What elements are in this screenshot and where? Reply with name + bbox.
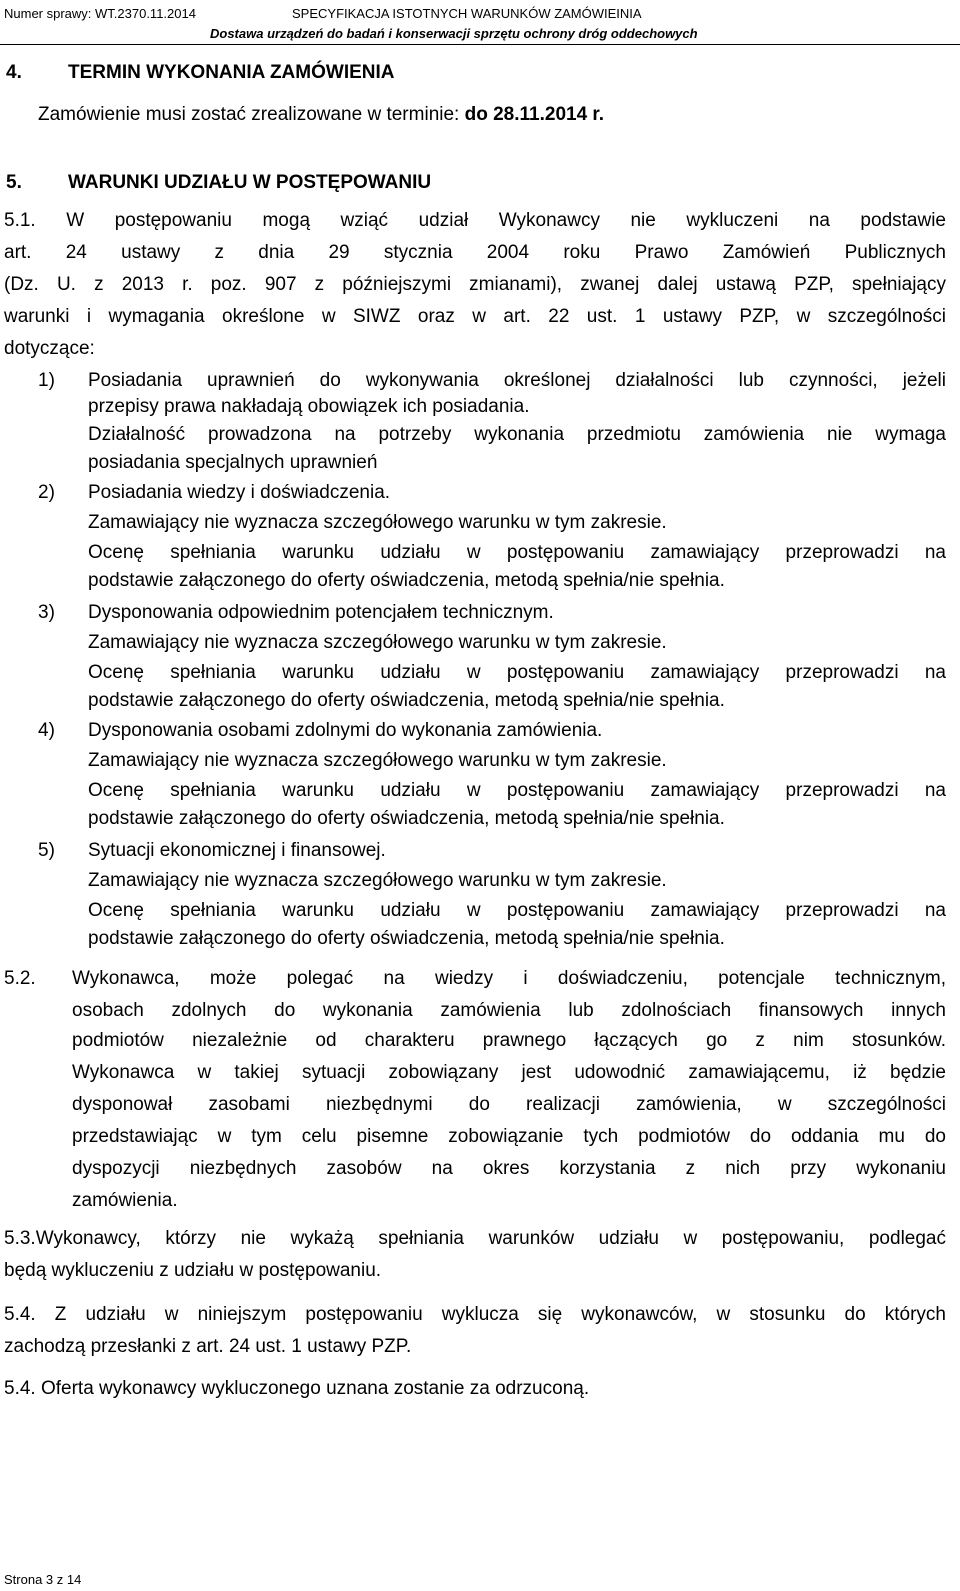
text-line: zamówienia. bbox=[72, 1190, 178, 1211]
list-number: 4) bbox=[38, 720, 55, 741]
list-number: 1) bbox=[38, 370, 55, 391]
text-line: Posiadania wiedzy i doświadczenia. bbox=[88, 482, 391, 503]
text-line: dyspozycji niezbędnych zasobów na okres korzystania z nich przy wykonaniu bbox=[72, 1158, 946, 1179]
list-number: 3) bbox=[38, 602, 55, 623]
subject-title: Dostawa urządzeń do badań i konserwacji sprzętu ochrony dróg oddechowych bbox=[210, 26, 698, 41]
text-line: dotyczące: bbox=[4, 338, 95, 359]
text-line: Ocenę spełniania warunku udziału w postępowaniu zamawiający przeprowadzi na bbox=[88, 542, 946, 563]
text-line: Dysponowania osobami zdolnymi do wykonania zamówienia. bbox=[88, 720, 603, 741]
text-line: dysponował zasobami niezbędnymi do realizacji zamówienia, w szczególności bbox=[72, 1094, 946, 1115]
text-line: (Dz. U. z 2013 r. poz. 907 z późniejszymi zmianami), zwanej dalej ustawą PZP, spełniający bbox=[4, 274, 946, 295]
text-line: Sytuacji ekonomicznej i finansowej. bbox=[88, 840, 386, 861]
paragraph-5-4-rejection: 5.4. Oferta wykonawcy wykluczonego uznana zostanie za odrzuconą. bbox=[4, 1378, 590, 1399]
section-number: 5. bbox=[6, 172, 22, 193]
text-line: podstawie załączonego do oferty oświadczenia, metodą spełnia/nie spełnia. bbox=[88, 808, 725, 829]
text-line: 5.4. Z udziału w niniejszym postępowaniu wyklucza się wykonawców, w stosunku do których bbox=[4, 1304, 946, 1325]
text-line: podstawie załączonego do oferty oświadczenia, metodą spełnia/nie spełnia. bbox=[88, 928, 725, 949]
text-line: Zamawiający nie wyznacza szczegółowego warunku w tym zakresie. bbox=[88, 512, 667, 533]
list-number: 5) bbox=[38, 840, 55, 861]
text-line: Wykonawca, może polegać na wiedzy i doświadczeniu, potencjale technicznym, bbox=[72, 968, 946, 989]
text-line: podmiotów niezależnie od charakteru prawnego łączących go z nim stosunków. bbox=[72, 1030, 946, 1051]
text-line: Posiadania uprawnień do wykonywania określonej działalności lub czynności, jeżeli bbox=[88, 370, 946, 391]
text-line: art. 24 ustawy z dnia 29 stycznia 2004 roku Prawo Zamówień Publicznych bbox=[4, 242, 946, 263]
text-line: Ocenę spełniania warunku udziału w postępowaniu zamawiający przeprowadzi na bbox=[88, 780, 946, 801]
text-line: posiadania specjalnych uprawnień bbox=[88, 452, 378, 473]
text-line: podstawie załączonego do oferty oświadczenia, metodą spełnia/nie spełnia. bbox=[88, 570, 725, 591]
page-header bbox=[0, 0, 960, 44]
text-line: Zamawiający nie wyznacza szczegółowego warunku w tym zakresie. bbox=[88, 632, 667, 653]
text-line: Działalność prowadzona na potrzeby wykonania przedmiotu zamówienia nie wymaga bbox=[88, 424, 946, 445]
text-line: 5.1. W postępowaniu mogą wziąć udział Wykonawcy nie wykluczeni na podstawie bbox=[4, 210, 946, 231]
text-line: przedstawiając w tym celu pisemne zobowiązanie tych podmiotów do oddania mu do bbox=[72, 1126, 946, 1147]
section-5-heading bbox=[6, 172, 431, 194]
deadline-label: Zamówienie musi zostać zrealizowane w terminie: bbox=[38, 104, 460, 125]
text-line: zachodzą przesłanki z art. 24 ust. 1 ustawy PZP. bbox=[4, 1336, 412, 1357]
text-line: Zamawiający nie wyznacza szczegółowego warunku w tym zakresie. bbox=[88, 870, 667, 891]
section-title: WARUNKI UDZIAŁU W POSTĘPOWANIU bbox=[68, 172, 432, 193]
text-line: warunki i wymagania określone w SIWZ oraz w art. 22 ust. 1 ustawy PZP, w szczególności bbox=[4, 306, 946, 327]
page-number: Strona 3 z 14 bbox=[4, 1572, 82, 1587]
text-line: podstawie załączonego do oferty oświadczenia, metodą spełnia/nie spełnia. bbox=[88, 690, 725, 711]
section-4-text bbox=[38, 104, 604, 126]
case-number: Numer sprawy: WT.2370.11.2014 bbox=[4, 6, 196, 21]
paragraph-number: 5.2. bbox=[4, 968, 36, 989]
text-line: będą wykluczeniu z udziału w postępowaniu. bbox=[4, 1260, 382, 1281]
section-number: 4. bbox=[6, 62, 22, 83]
text-line: 5.3.Wykonawcy, którzy nie wykażą spełniania warunków udziału w postępowaniu, podlegać bbox=[4, 1228, 946, 1249]
list-number: 2) bbox=[38, 482, 55, 503]
text-line: Zamawiający nie wyznacza szczegółowego warunku w tym zakresie. bbox=[88, 750, 667, 771]
text-line: przepisy prawa nakładają obowiązek ich posiadania. bbox=[88, 396, 530, 417]
text-line: Wykonawca w takiej sytuacji zobowiązany jest udowodnić zamawiającemu, iż będzie bbox=[72, 1062, 946, 1083]
text-line: osobach zdolnych do wykonania zamówienia lub zdolnościach finansowych innych bbox=[72, 1000, 946, 1021]
text-line: Ocenę spełniania warunku udziału w postępowaniu zamawiający przeprowadzi na bbox=[88, 900, 946, 921]
section-title: TERMIN WYKONANIA ZAMÓWIENIA bbox=[68, 62, 395, 83]
header-rule bbox=[0, 44, 960, 45]
text-line: Dysponowania odpowiednim potencjałem technicznym. bbox=[88, 602, 554, 623]
section-4-heading bbox=[6, 62, 395, 84]
deadline-date: do 28.11.2014 r. bbox=[464, 104, 605, 125]
text-line: Ocenę spełniania warunku udziału w postępowaniu zamawiający przeprowadzi na bbox=[88, 662, 946, 683]
spec-title: SPECYFIKACJA ISTOTNYCH WARUNKÓW ZAMÓWIEINIA bbox=[292, 6, 642, 21]
